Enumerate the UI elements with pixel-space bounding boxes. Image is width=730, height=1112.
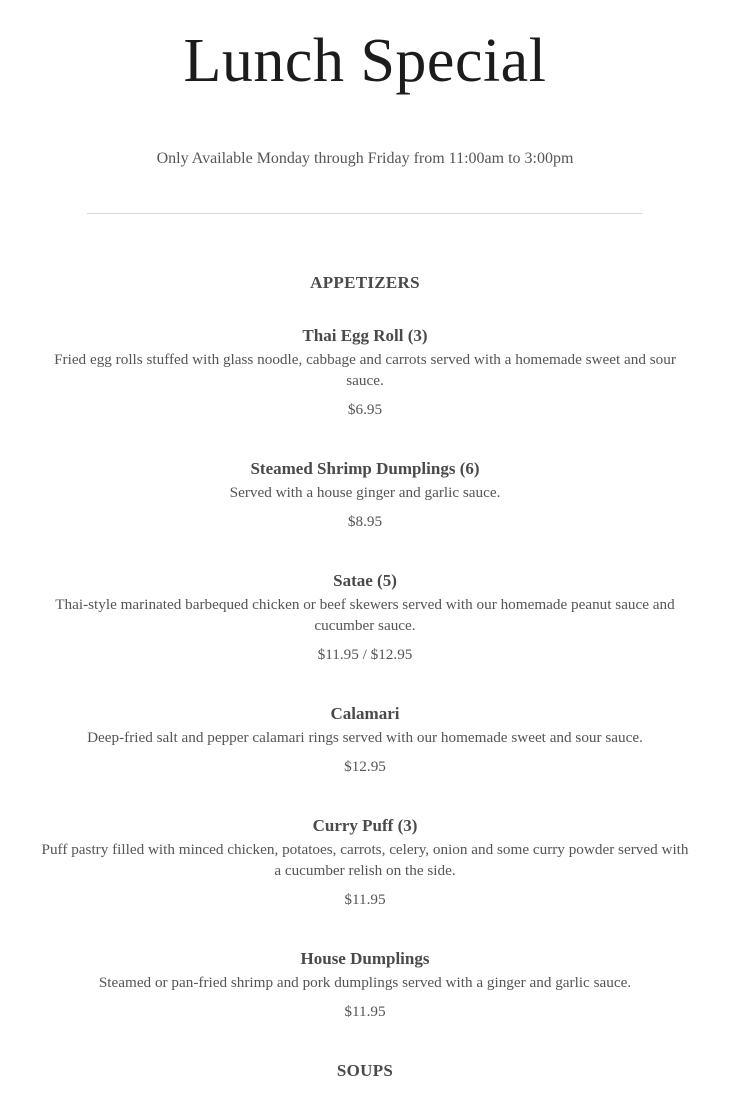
item-name: Calamari: [330, 704, 400, 723]
item-description: Served with a house ginger and garlic sauce.: [229, 484, 501, 501]
page-title: Lunch Special: [183, 27, 547, 95]
item-name: House Dumplings: [300, 949, 430, 968]
item-name: Satae (5): [333, 571, 397, 590]
section-heading-soups: SOUPS: [336, 1061, 394, 1080]
item-price: $8.95: [347, 513, 383, 530]
item-description: Puff pastry filled with minced chicken, potatoes, carrots, celery, onion and some curry powder served with a cucumber relish on the side.: [41, 841, 689, 879]
menu-item: [40, 702, 690, 777]
menu-item: [40, 457, 690, 532]
item-price: $11.95 / $12.95: [317, 646, 413, 663]
item-description: Thai-style marinated barbequed chicken or beef skewers served with our homemade peanut sauce and cucumber sauce.: [55, 596, 675, 634]
availability-note: Only Available Monday through Friday from 11:00am to 3:00pm: [156, 150, 574, 167]
menu-list: [40, 271, 690, 1112]
section-heading-appetizers: APPETIZERS: [310, 273, 420, 292]
item-price: $11.95: [344, 891, 386, 908]
item-name: Steamed Shrimp Dumplings (6): [250, 459, 480, 478]
item-description: Deep-fried salt and pepper calamari rings served with our homemade sweet and sour sauce.: [87, 729, 643, 746]
divider: [87, 213, 643, 214]
menu-item: [40, 947, 690, 1022]
item-name: Thai Egg Roll (3): [302, 326, 428, 345]
menu-item: [40, 324, 690, 420]
item-description: Fried egg rolls stuffed with glass noodle, cabbage and carrots served with a homemade sweet and sour sauce.: [54, 351, 676, 389]
item-name: Curry Puff (3): [312, 816, 418, 835]
item-price: $11.95: [344, 1003, 386, 1020]
item-description: Steamed or pan-fried shrimp and pork dumplings served with a ginger and garlic sauce.: [98, 974, 632, 991]
menu-item: [40, 569, 690, 665]
menu-item: [40, 814, 690, 910]
item-price: $6.95: [347, 401, 383, 418]
item-price: $12.95: [344, 758, 386, 775]
